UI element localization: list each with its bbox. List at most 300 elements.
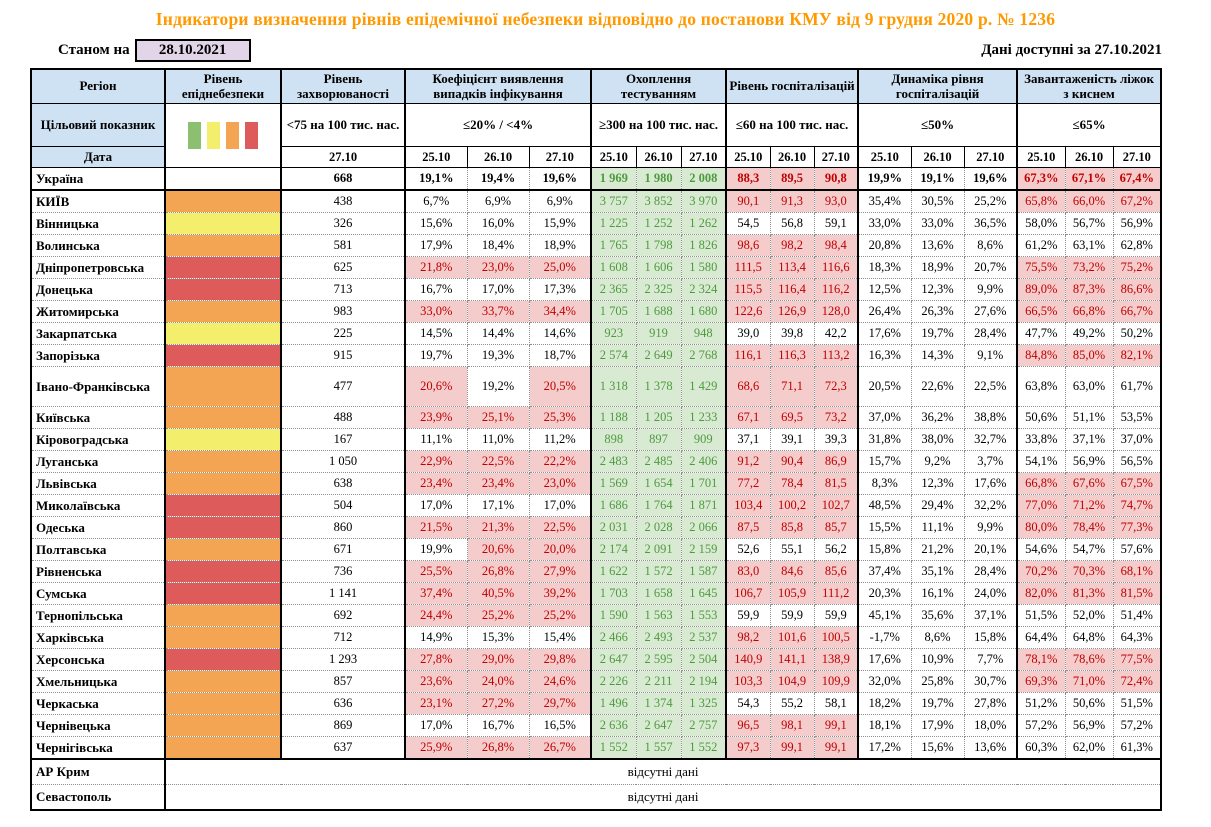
testing-cell: 2 483 xyxy=(591,451,636,473)
hospitalization-cell: 98,4 xyxy=(814,235,858,257)
oxygen-beds-cell: 57,6% xyxy=(1113,539,1161,561)
hospitalization-cell: 55,2 xyxy=(770,693,814,715)
detection-cell: 25,5% xyxy=(405,561,467,583)
table-row xyxy=(31,495,1161,517)
header-row-groups xyxy=(31,69,1161,104)
hospitalization-cell: 99,1 xyxy=(770,737,814,760)
oxygen-beds-cell: 51,5% xyxy=(1113,693,1161,715)
hosp-dynamics-cell: 17,6% xyxy=(858,323,911,345)
hosp-dynamics-cell: 13,6% xyxy=(964,737,1017,760)
hospitalization-cell: 54,5 xyxy=(726,213,770,235)
table-row xyxy=(31,715,1161,737)
hospitalization-cell: 71,1 xyxy=(770,367,814,407)
testing-cell: 1 188 xyxy=(591,407,636,429)
testing-cell: 2 504 xyxy=(681,649,726,671)
oxygen-beds-cell: 61,2% xyxy=(1017,235,1065,257)
hospitalization-cell: 116,1 xyxy=(726,345,770,367)
oxygen-beds-cell: 84,8% xyxy=(1017,345,1065,367)
testing-cell: 1 765 xyxy=(591,235,636,257)
oxygen-beds-cell: 50,6% xyxy=(1017,407,1065,429)
region-header: Регіон xyxy=(31,69,165,104)
testing-cell: 2 647 xyxy=(636,715,681,737)
region-cell: Івано-Франківська xyxy=(31,367,165,407)
page xyxy=(0,9,1211,811)
hospitalization-cell: 85,8 xyxy=(770,517,814,539)
hospitalization-cell: 59,1 xyxy=(814,213,858,235)
epidemic-level-cell xyxy=(165,583,281,605)
hospitalization-cell: 56,8 xyxy=(770,213,814,235)
hosp-dynamics-cell: 19,6% xyxy=(964,168,1017,191)
incidence-cell: 671 xyxy=(281,539,405,561)
detection-cell: 11,0% xyxy=(467,429,529,451)
detection-cell: 25,9% xyxy=(405,737,467,760)
group-header-beds: Завантаженість ліжок з киснем xyxy=(1017,69,1161,104)
hospitalization-cell: 140,9 xyxy=(726,649,770,671)
detection-cell: 16,7% xyxy=(467,715,529,737)
testing-cell: 2 194 xyxy=(681,671,726,693)
testing-cell: 1 826 xyxy=(681,235,726,257)
detection-cell: 17,0% xyxy=(405,495,467,517)
detection-cell: 25,2% xyxy=(529,605,591,627)
detection-cell: 14,6% xyxy=(529,323,591,345)
hospitalization-cell: 69,5 xyxy=(770,407,814,429)
hospitalization-cell: 59,9 xyxy=(770,605,814,627)
hospitalization-cell: 90,1 xyxy=(726,190,770,213)
hospitalization-cell: 90,8 xyxy=(814,168,858,191)
testing-cell: 2 595 xyxy=(636,649,681,671)
detection-cell: 15,9% xyxy=(529,213,591,235)
hospitalization-cell: 91,3 xyxy=(770,190,814,213)
incidence-cell: 860 xyxy=(281,517,405,539)
detection-cell: 18,7% xyxy=(529,345,591,367)
hospitalization-cell: 101,6 xyxy=(770,627,814,649)
testing-cell: 1 580 xyxy=(681,257,726,279)
detection-cell: 11,2% xyxy=(529,429,591,451)
oxygen-beds-cell: 64,3% xyxy=(1113,627,1161,649)
detection-cell: 25,3% xyxy=(529,407,591,429)
hospitalization-cell: 99,1 xyxy=(814,715,858,737)
oxygen-beds-cell: 57,2% xyxy=(1113,715,1161,737)
oxygen-beds-cell: 51,5% xyxy=(1017,605,1065,627)
region-cell: Львівська xyxy=(31,473,165,495)
hosp-dynamics-cell: 33,0% xyxy=(911,213,964,235)
oxygen-beds-cell: 66,5% xyxy=(1017,301,1065,323)
testing-cell: 1 686 xyxy=(591,495,636,517)
testing-cell: 1 871 xyxy=(681,495,726,517)
epidemic-level-cell xyxy=(165,367,281,407)
hosp-dynamics-cell: 19,7% xyxy=(911,323,964,345)
hosp-dynamics-cell: 19,7% xyxy=(911,693,964,715)
region-cell: Волинська xyxy=(31,235,165,257)
testing-cell: 1 622 xyxy=(591,561,636,583)
hospitalization-cell: 100,5 xyxy=(814,627,858,649)
epidemic-level-cell xyxy=(165,473,281,495)
epidemic-level-cell xyxy=(165,517,281,539)
hosp-dynamics-cell: 35,6% xyxy=(911,605,964,627)
header-row-targets xyxy=(31,104,1161,147)
detection-cell: 15,6% xyxy=(405,213,467,235)
epidemic-level-cell xyxy=(165,495,281,517)
detection-cell: 17,0% xyxy=(529,495,591,517)
testing-cell: 1 587 xyxy=(681,561,726,583)
oxygen-beds-cell: 56,9% xyxy=(1065,715,1113,737)
target-beds: ≤65% xyxy=(1017,104,1161,147)
hosp-dynamics-cell: 15,5% xyxy=(858,517,911,539)
detection-cell: 14,5% xyxy=(405,323,467,345)
hosp-dynamics-cell: 12,5% xyxy=(858,279,911,301)
epidemic-level-cell xyxy=(165,190,281,213)
detection-cell: 27,8% xyxy=(405,649,467,671)
hospitalization-cell: 111,5 xyxy=(726,257,770,279)
hosp-dynamics-cell: 37,1% xyxy=(964,605,1017,627)
hospitalization-cell: 116,6 xyxy=(814,257,858,279)
incidence-cell: 1 141 xyxy=(281,583,405,605)
oxygen-beds-cell: 63,0% xyxy=(1065,367,1113,407)
testing-cell: 2 028 xyxy=(636,517,681,539)
oxygen-beds-cell: 63,8% xyxy=(1017,367,1065,407)
table-row xyxy=(31,561,1161,583)
region-cell: Тернопільська xyxy=(31,605,165,627)
table-row xyxy=(31,451,1161,473)
hospitalization-cell: 122,6 xyxy=(726,301,770,323)
detection-cell: 17,1% xyxy=(467,495,529,517)
oxygen-beds-cell: 66,0% xyxy=(1065,190,1113,213)
detection-cell: 17,9% xyxy=(405,235,467,257)
subheader xyxy=(30,37,1170,63)
testing-cell: 1 705 xyxy=(591,301,636,323)
testing-cell: 1 378 xyxy=(636,367,681,407)
detection-cell: 17,0% xyxy=(405,715,467,737)
incidence-cell: 167 xyxy=(281,429,405,451)
oxygen-beds-cell: 64,4% xyxy=(1017,627,1065,649)
hospitalization-cell: 85,7 xyxy=(814,517,858,539)
detection-cell: 17,0% xyxy=(467,279,529,301)
oxygen-beds-cell: 77,0% xyxy=(1017,495,1065,517)
testing-cell: 1 654 xyxy=(636,473,681,495)
hospitalization-cell: 99,1 xyxy=(814,737,858,760)
oxygen-beds-cell: 66,7% xyxy=(1113,301,1161,323)
level-legend xyxy=(168,122,278,149)
oxygen-beds-cell: 71,0% xyxy=(1065,671,1113,693)
detection-cell: 21,8% xyxy=(405,257,467,279)
table-row xyxy=(31,583,1161,605)
hospitalization-cell: 104,9 xyxy=(770,671,814,693)
oxygen-beds-cell: 52,0% xyxy=(1065,605,1113,627)
oxygen-beds-cell: 54,1% xyxy=(1017,451,1065,473)
incidence-cell: 625 xyxy=(281,257,405,279)
epidemic-level-cell xyxy=(165,407,281,429)
hosp-dynamics-cell: 8,3% xyxy=(858,473,911,495)
epidemic-level-cell xyxy=(165,715,281,737)
hosp-dynamics-cell: 28,4% xyxy=(964,561,1017,583)
target-testing: ≥300 на 100 тис. нас. xyxy=(591,104,726,147)
hospitalization-cell: 86,9 xyxy=(814,451,858,473)
detection-cell: 24,0% xyxy=(467,671,529,693)
region-cell: Сумська xyxy=(31,583,165,605)
detection-cell: 20,6% xyxy=(405,367,467,407)
testing-cell: 3 970 xyxy=(681,190,726,213)
detection-cell: 15,3% xyxy=(467,627,529,649)
hosp-dynamics-cell: 8,6% xyxy=(964,235,1017,257)
hosp-dynamics-cell: 17,6% xyxy=(858,649,911,671)
oxygen-beds-cell: 68,1% xyxy=(1113,561,1161,583)
detection-cell: 19,2% xyxy=(467,367,529,407)
region-cell: Одеська xyxy=(31,517,165,539)
table-header xyxy=(31,69,1161,168)
testing-cell: 2 159 xyxy=(681,539,726,561)
testing-cell: 2 211 xyxy=(636,671,681,693)
epidemic-level-cell xyxy=(165,539,281,561)
testing-cell: 1 557 xyxy=(636,737,681,760)
hosp-dynamics-cell: 7,7% xyxy=(964,649,1017,671)
table-row xyxy=(31,279,1161,301)
detection-cell: 18,9% xyxy=(529,235,591,257)
hosp-dynamics-cell: 17,2% xyxy=(858,737,911,760)
testing-cell: 1 252 xyxy=(636,213,681,235)
hosp-dynamics-cell: 35,4% xyxy=(858,190,911,213)
detection-cell: 20,6% xyxy=(467,539,529,561)
oxygen-beds-cell: 61,7% xyxy=(1113,367,1161,407)
hosp-dynamics-cell: 15,6% xyxy=(911,737,964,760)
table-row xyxy=(31,301,1161,323)
epidemic-level-cell xyxy=(165,737,281,760)
region-cell: Запорізька xyxy=(31,345,165,367)
testing-cell: 897 xyxy=(636,429,681,451)
oxygen-beds-cell: 67,6% xyxy=(1065,473,1113,495)
region-cell: Черкаська xyxy=(31,693,165,715)
incidence-cell: 983 xyxy=(281,301,405,323)
detection-cell: 14,9% xyxy=(405,627,467,649)
hospitalization-cell: 81,5 xyxy=(814,473,858,495)
region-cell: Рівненська xyxy=(31,561,165,583)
hosp-dynamics-cell: 32,2% xyxy=(964,495,1017,517)
hosp-dynamics-cell: 14,3% xyxy=(911,345,964,367)
date-hosp-27.10: 27.10 xyxy=(814,147,858,168)
hospitalization-cell: 72,3 xyxy=(814,367,858,407)
hosp-dynamics-cell: 19,9% xyxy=(858,168,911,191)
oxygen-beds-cell: 62,8% xyxy=(1113,235,1161,257)
hosp-dynamics-cell: -1,7% xyxy=(858,627,911,649)
oxygen-beds-cell: 50,2% xyxy=(1113,323,1161,345)
oxygen-beds-cell: 47,7% xyxy=(1017,323,1065,345)
hosp-dynamics-cell: 30,7% xyxy=(964,671,1017,693)
group-header-testing: Охоплення тестуванням xyxy=(591,69,726,104)
epidemic-level-cell xyxy=(165,627,281,649)
epidemic-level-cell xyxy=(165,561,281,583)
hosp-dynamics-cell: 12,3% xyxy=(911,279,964,301)
hosp-dynamics-cell: 45,1% xyxy=(858,605,911,627)
oxygen-beds-cell: 78,1% xyxy=(1017,649,1065,671)
incidence-cell: 326 xyxy=(281,213,405,235)
detection-cell: 23,9% xyxy=(405,407,467,429)
table-body xyxy=(31,168,1161,811)
date-testing-27.10: 27.10 xyxy=(681,147,726,168)
oxygen-beds-cell: 82,1% xyxy=(1113,345,1161,367)
hosp-dynamics-cell: 22,6% xyxy=(911,367,964,407)
table-row xyxy=(31,785,1161,811)
detection-cell: 19,3% xyxy=(467,345,529,367)
incidence-cell: 857 xyxy=(281,671,405,693)
incidence-cell: 915 xyxy=(281,345,405,367)
target-incidence: <75 на 100 тис. нас. xyxy=(281,104,405,147)
testing-cell: 1 590 xyxy=(591,605,636,627)
detection-cell: 34,4% xyxy=(529,301,591,323)
detection-cell: 6,9% xyxy=(467,190,529,213)
detection-cell: 22,5% xyxy=(529,517,591,539)
oxygen-beds-cell: 67,2% xyxy=(1113,190,1161,213)
oxygen-beds-cell: 65,8% xyxy=(1017,190,1065,213)
oxygen-beds-cell: 56,7% xyxy=(1065,213,1113,235)
hosp-dynamics-cell: 15,7% xyxy=(858,451,911,473)
detection-cell: 16,0% xyxy=(467,213,529,235)
hospitalization-cell: 59,9 xyxy=(726,605,770,627)
table-row xyxy=(31,649,1161,671)
group-header-incidence: Рівень захворюваності xyxy=(281,69,405,104)
table-row xyxy=(31,473,1161,495)
epidemic-level-cell xyxy=(165,693,281,715)
hospitalization-cell: 85,6 xyxy=(814,561,858,583)
hospitalization-cell: 56,2 xyxy=(814,539,858,561)
oxygen-beds-cell: 51,2% xyxy=(1017,693,1065,715)
oxygen-beds-cell: 66,8% xyxy=(1065,301,1113,323)
epidemic-level-cell xyxy=(165,671,281,693)
as-of-label: Станом на xyxy=(58,41,130,58)
incidence-cell: 225 xyxy=(281,323,405,345)
detection-cell: 23,0% xyxy=(529,473,591,495)
hosp-dynamics-cell: 9,2% xyxy=(911,451,964,473)
hospitalization-cell: 59,9 xyxy=(814,605,858,627)
testing-cell: 1 658 xyxy=(636,583,681,605)
detection-cell: 29,8% xyxy=(529,649,591,671)
hosp-dynamics-cell: 33,0% xyxy=(858,213,911,235)
detection-cell: 11,1% xyxy=(405,429,467,451)
date-testing-26.10: 26.10 xyxy=(636,147,681,168)
detection-cell: 26,8% xyxy=(467,561,529,583)
detection-cell: 19,4% xyxy=(467,168,529,191)
oxygen-beds-cell: 53,5% xyxy=(1113,407,1161,429)
hospitalization-cell: 98,6 xyxy=(726,235,770,257)
oxygen-beds-cell: 37,1% xyxy=(1065,429,1113,451)
testing-cell: 1 764 xyxy=(636,495,681,517)
epidemic-level-cell xyxy=(165,605,281,627)
hosp-dynamics-cell: 30,5% xyxy=(911,190,964,213)
region-cell: Україна xyxy=(31,168,165,191)
region-cell: Кіровоградська xyxy=(31,429,165,451)
oxygen-beds-cell: 89,0% xyxy=(1017,279,1065,301)
hosp-dynamics-cell: 24,0% xyxy=(964,583,1017,605)
table-row xyxy=(31,539,1161,561)
testing-cell: 2 365 xyxy=(591,279,636,301)
hospitalization-cell: 138,9 xyxy=(814,649,858,671)
oxygen-beds-cell: 73,2% xyxy=(1065,257,1113,279)
oxygen-beds-cell: 70,3% xyxy=(1065,561,1113,583)
testing-cell: 1 318 xyxy=(591,367,636,407)
detection-cell: 16,7% xyxy=(405,279,467,301)
incidence-cell: 438 xyxy=(281,190,405,213)
hosp-dynamics-cell: 26,3% xyxy=(911,301,964,323)
testing-cell: 2 493 xyxy=(636,627,681,649)
testing-cell: 2 031 xyxy=(591,517,636,539)
date-dyn-26.10: 26.10 xyxy=(911,147,964,168)
hosp-dynamics-cell: 18,2% xyxy=(858,693,911,715)
testing-cell: 1 552 xyxy=(591,737,636,760)
testing-cell: 919 xyxy=(636,323,681,345)
table-row xyxy=(31,235,1161,257)
hosp-dynamics-cell: 29,4% xyxy=(911,495,964,517)
testing-cell: 2 485 xyxy=(636,451,681,473)
date-detection-27.10: 27.10 xyxy=(529,147,591,168)
target-row-label: Цільовий показник xyxy=(31,104,165,147)
hospitalization-cell: 91,2 xyxy=(726,451,770,473)
detection-cell: 22,2% xyxy=(529,451,591,473)
date-beds-25.10: 25.10 xyxy=(1017,147,1065,168)
hospitalization-cell: 103,3 xyxy=(726,671,770,693)
no-data-cell: відсутні дані xyxy=(165,759,1161,785)
hosp-dynamics-cell: 18,1% xyxy=(858,715,911,737)
hospitalization-cell: 90,4 xyxy=(770,451,814,473)
detection-cell: 33,0% xyxy=(405,301,467,323)
oxygen-beds-cell: 85,0% xyxy=(1065,345,1113,367)
hosp-dynamics-cell: 17,6% xyxy=(964,473,1017,495)
hosp-dynamics-cell: 17,9% xyxy=(911,715,964,737)
detection-cell: 37,4% xyxy=(405,583,467,605)
oxygen-beds-cell: 81,5% xyxy=(1113,583,1161,605)
testing-cell: 1 262 xyxy=(681,213,726,235)
detection-cell: 33,7% xyxy=(467,301,529,323)
testing-cell: 1 552 xyxy=(681,737,726,760)
hosp-dynamics-cell: 15,8% xyxy=(858,539,911,561)
table-row xyxy=(31,605,1161,627)
hospitalization-cell: 128,0 xyxy=(814,301,858,323)
level-legend-cell xyxy=(165,104,281,168)
testing-cell: 2 636 xyxy=(591,715,636,737)
detection-cell: 18,4% xyxy=(467,235,529,257)
oxygen-beds-cell: 67,3% xyxy=(1017,168,1065,191)
as-of-date: 28.10.2021 xyxy=(135,39,251,62)
detection-cell: 19,6% xyxy=(529,168,591,191)
hospitalization-cell: 113,2 xyxy=(814,345,858,367)
target-detection: ≤20% / <4% xyxy=(405,104,591,147)
detection-cell: 6,7% xyxy=(405,190,467,213)
hospitalization-cell: 96,5 xyxy=(726,715,770,737)
detection-cell: 25,2% xyxy=(467,605,529,627)
testing-cell: 2 768 xyxy=(681,345,726,367)
detection-cell: 23,4% xyxy=(467,473,529,495)
region-cell: Закарпатська xyxy=(31,323,165,345)
date-testing-25.10: 25.10 xyxy=(591,147,636,168)
hospitalization-cell: 109,9 xyxy=(814,671,858,693)
testing-cell: 1 688 xyxy=(636,301,681,323)
hospitalization-cell: 113,4 xyxy=(770,257,814,279)
table-row xyxy=(31,737,1161,760)
detection-cell: 26,8% xyxy=(467,737,529,760)
hosp-dynamics-cell: 18,0% xyxy=(964,715,1017,737)
oxygen-beds-cell: 64,8% xyxy=(1065,627,1113,649)
incidence-cell: 869 xyxy=(281,715,405,737)
testing-cell: 1 325 xyxy=(681,693,726,715)
oxygen-beds-cell: 69,3% xyxy=(1017,671,1065,693)
hospitalization-cell: 39,3 xyxy=(814,429,858,451)
testing-cell: 923 xyxy=(591,323,636,345)
hospitalization-cell: 116,2 xyxy=(814,279,858,301)
testing-cell: 1 645 xyxy=(681,583,726,605)
date-hosp-26.10: 26.10 xyxy=(770,147,814,168)
hosp-dynamics-cell: 20,3% xyxy=(858,583,911,605)
region-cell: Севастополь xyxy=(31,785,165,811)
testing-cell: 3 852 xyxy=(636,190,681,213)
oxygen-beds-cell: 87,3% xyxy=(1065,279,1113,301)
table-row xyxy=(31,257,1161,279)
